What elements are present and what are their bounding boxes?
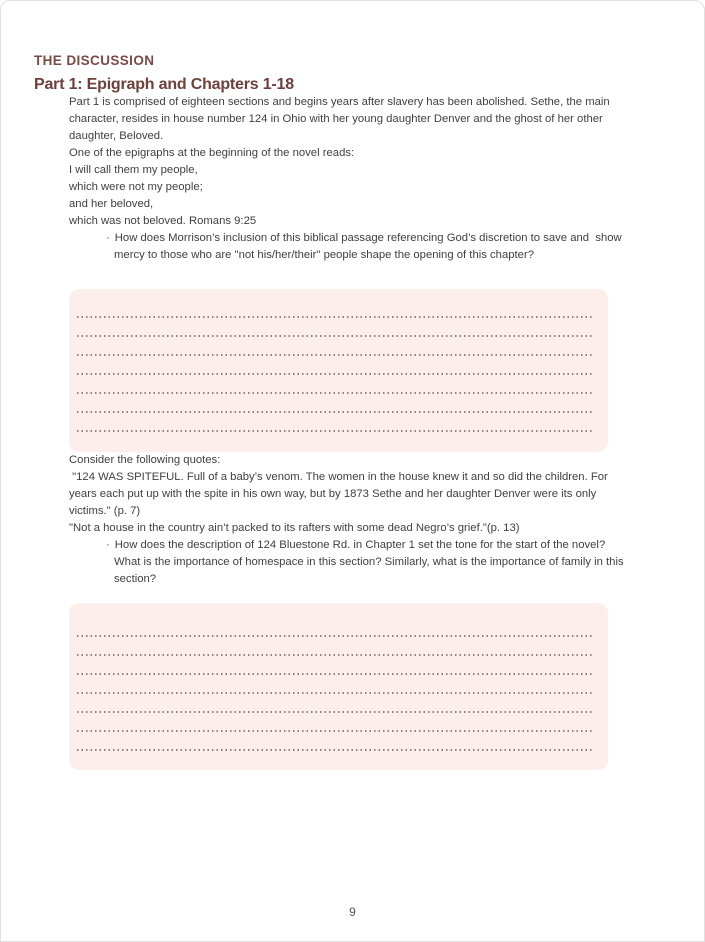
epigraph-lead: One of the epigraphs at the beginning of the novel reads: xyxy=(69,147,355,159)
answer-line xyxy=(77,394,594,413)
page-title: Part 1: Epigraph and Chapters 1-18 xyxy=(34,76,294,93)
section-label: THE DISCUSSION xyxy=(34,53,155,68)
epigraph-line: which was not beloved. Romans 9:25 xyxy=(69,215,257,227)
bullet-icon: · xyxy=(106,539,110,551)
quote-2: "Not a house in the country ain’t packed to its rafters with some dead Negro’s grief."(p. 13) xyxy=(69,522,520,534)
answer-line xyxy=(77,732,594,751)
answer-line xyxy=(77,337,594,356)
answer-line xyxy=(77,675,594,694)
answer-line xyxy=(77,618,594,637)
answer-line xyxy=(77,299,594,318)
heading-block xyxy=(34,53,704,94)
answer-line xyxy=(77,375,594,394)
answer-line xyxy=(77,413,594,432)
page-content xyxy=(69,94,631,770)
answer-box-1 xyxy=(69,289,608,452)
intro-paragraph: Part 1 is comprised of eighteen sections and begins years after slavery has been abolished. Sethe, the main character, resides in house number 124 in Ohio with her young daughter Denver and the ghost of her other daughter, Beloved. xyxy=(69,96,613,142)
answer-line xyxy=(77,356,594,375)
answer-box-2 xyxy=(69,603,608,770)
answer-line xyxy=(77,694,594,713)
epigraph-line: and her beloved, xyxy=(69,198,154,210)
epigraph-line: I will call them my people, xyxy=(69,164,198,176)
answer-line xyxy=(77,318,594,337)
answer-line xyxy=(77,656,594,675)
bullet-icon: · xyxy=(106,232,110,244)
epigraph-line: which were not my people; xyxy=(69,181,203,193)
quote-1: "124 WAS SPITEFUL. Full of a baby’s venom. The women in the house knew it and so did the children. For years each put up with the spite in his own way, but by 1873 Sethe and her daughter Denver were its only victims." (p. 7) xyxy=(69,471,611,517)
question-text: How does Morrison’s inclusion of this biblical passage referencing God’s discretion to save and show mercy to those who are "not his/her/their" people shape the opening of this chapter? xyxy=(114,232,625,261)
answer-line xyxy=(77,637,594,656)
answer-line xyxy=(77,713,594,732)
discussion-question-1 xyxy=(69,230,631,264)
page-number: 9 xyxy=(349,905,356,919)
question-text: How does the description of 124 Bluestone Rd. in Chapter 1 set the tone for the start of the novel? What is the importance of homespace in this section? Similarly, what is the importance of family in this section? xyxy=(114,539,627,585)
quotes-lead: Consider the following quotes: xyxy=(69,454,221,466)
discussion-question-2 xyxy=(69,537,631,588)
